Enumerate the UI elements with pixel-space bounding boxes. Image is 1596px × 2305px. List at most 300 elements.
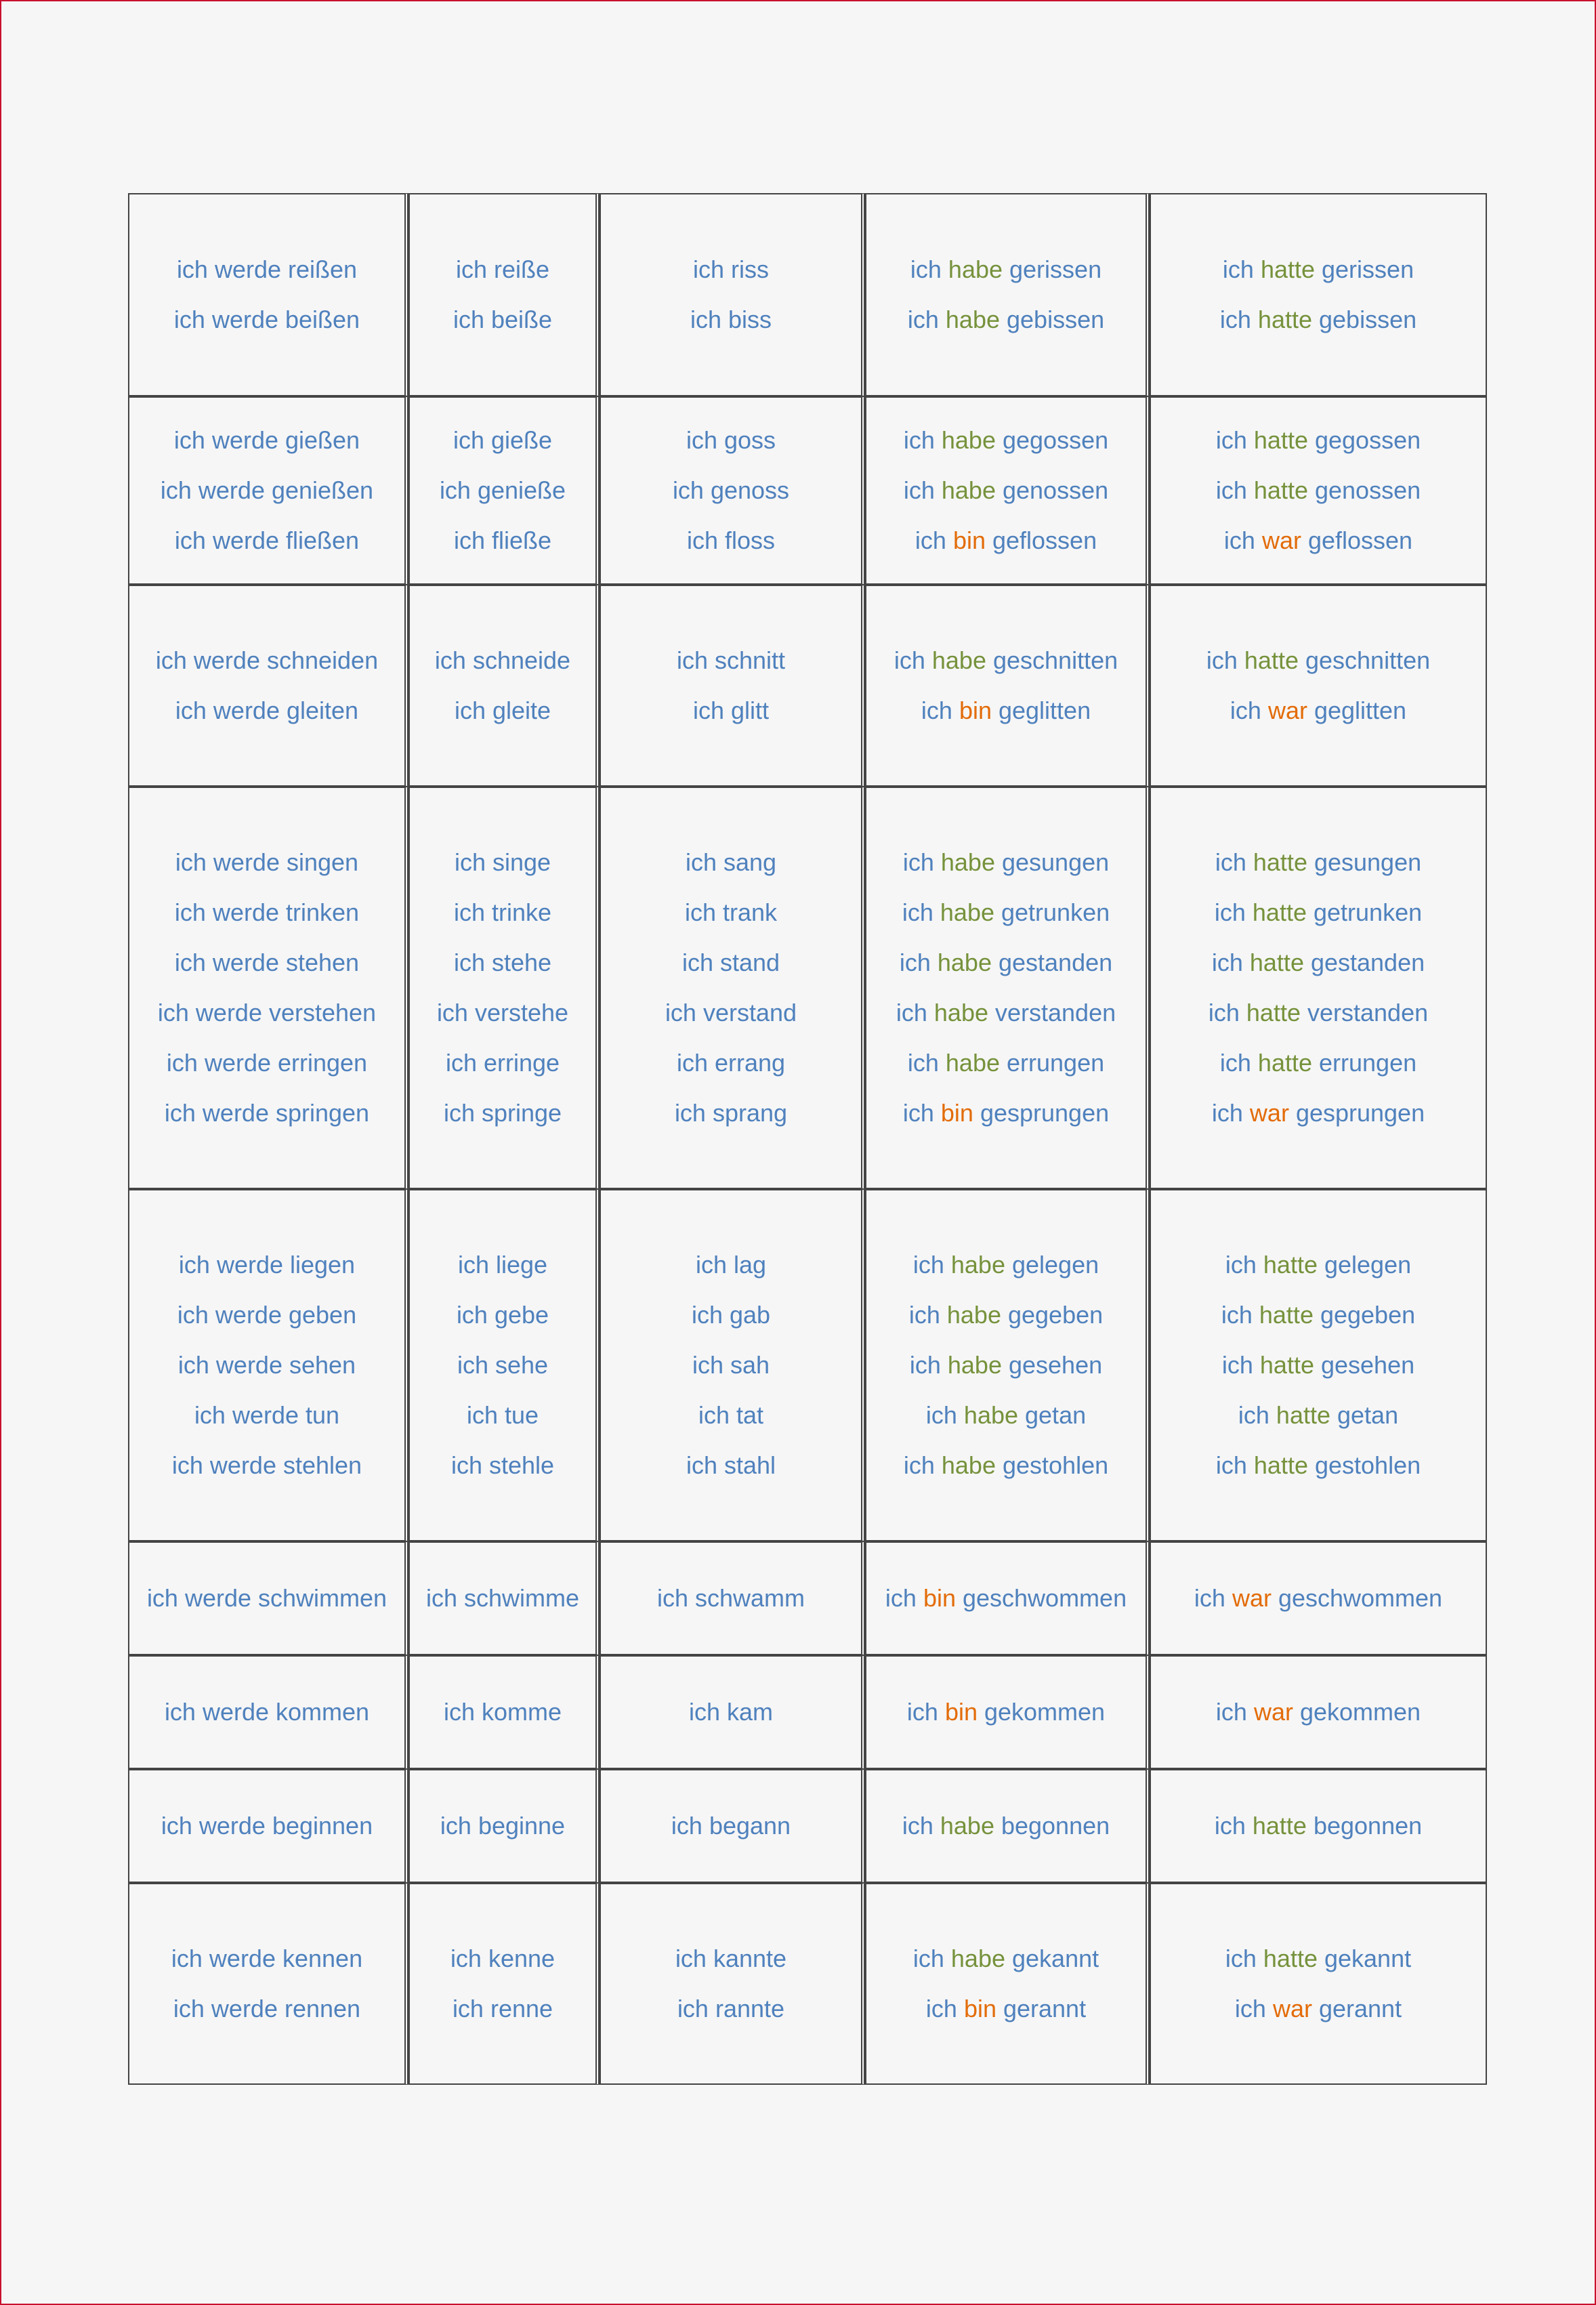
verb-form-line: [601, 1340, 861, 1390]
auxiliary-verb: hatte: [1253, 426, 1308, 454]
verb-form-line: [410, 1290, 595, 1340]
verb-form-line: [866, 1934, 1146, 1984]
participle-text: begonnen: [994, 1812, 1110, 1840]
verb-text: ich beiße: [453, 306, 553, 333]
auxiliary-verb: war: [1253, 1698, 1293, 1726]
verb-form-line: [601, 1240, 861, 1290]
verb-text: ich werde verstehen: [157, 999, 377, 1026]
verb-text: ich werde reißen: [176, 255, 358, 283]
verb-form-line: [866, 1984, 1146, 2034]
verb-form-line: [410, 1934, 595, 1984]
verb-form-line: [129, 636, 404, 686]
participle-text: gesungen: [994, 848, 1110, 876]
auxiliary-verb: habe: [941, 1451, 996, 1479]
verb-form-line: [601, 1390, 861, 1440]
verb-text: ich erringe: [445, 1049, 560, 1077]
verb-text: ich: [899, 949, 938, 976]
verb-form-line: [410, 1088, 595, 1138]
verb-text: ich werde geben: [177, 1301, 357, 1329]
cell-futur: [128, 396, 408, 585]
verb-form-line: [866, 1038, 1146, 1088]
participle-text: getrunken: [994, 898, 1110, 926]
auxiliary-verb: habe: [941, 476, 996, 504]
verb-text: ich werde schwimmen: [146, 1584, 387, 1612]
verb-form-line: [410, 636, 595, 686]
verb-text: ich werde stehen: [174, 949, 360, 976]
table-row: [128, 396, 1487, 585]
verb-text: ich sprang: [674, 1099, 788, 1127]
table-row: [128, 1189, 1487, 1541]
verb-form-line: [129, 1687, 404, 1737]
verb-text: ich: [1222, 255, 1261, 283]
verb-text: ich: [903, 1451, 942, 1479]
verb-text: ich: [1221, 1301, 1259, 1329]
participle-text: gestohlen: [1307, 1451, 1421, 1479]
auxiliary-verb: war: [1261, 526, 1301, 554]
auxiliary-verb: war: [1232, 1584, 1272, 1612]
cell-futur: [128, 585, 408, 787]
verb-text: ich genieße: [439, 476, 566, 504]
verb-form-line: [410, 888, 595, 938]
auxiliary-verb: habe: [940, 1812, 994, 1840]
verb-form-line: [1151, 938, 1486, 988]
verb-form-line: [866, 415, 1146, 465]
verb-form-line: [1151, 1390, 1486, 1440]
cell-perfekt: [865, 585, 1150, 787]
verb-text: ich werde gießen: [173, 426, 360, 454]
verb-text: ich fließe: [453, 526, 552, 554]
verb-form-line: [601, 686, 861, 736]
table-row: [128, 1655, 1487, 1769]
auxiliary-verb: hatte: [1263, 1945, 1318, 1972]
participle-text: gekannt: [1005, 1945, 1099, 1972]
verb-form-line: [601, 1984, 861, 2034]
verb-text: ich: [1215, 476, 1254, 504]
participle-text: gelegen: [1005, 1251, 1099, 1279]
verb-form-line: [866, 1290, 1146, 1340]
participle-text: geflossen: [985, 526, 1097, 554]
cell-futur: [128, 787, 408, 1189]
verb-form-line: [410, 1687, 595, 1737]
auxiliary-verb: hatte: [1260, 255, 1316, 283]
verb-form-line: [1151, 1340, 1486, 1390]
verb-text: ich renne: [452, 1995, 553, 2022]
verb-form-line: [410, 938, 595, 988]
verb-form-line: [601, 1440, 861, 1491]
verb-form-line: [410, 988, 595, 1038]
verb-form-line: [866, 888, 1146, 938]
verb-form-line: [1151, 888, 1486, 938]
verb-form-line: [1151, 465, 1486, 516]
verb-text: ich werde erringen: [166, 1049, 368, 1077]
cell-futur: [128, 1655, 408, 1769]
participle-text: verstanden: [988, 999, 1116, 1026]
verb-form-line: [1151, 1088, 1486, 1138]
verb-form-line: [866, 1390, 1146, 1440]
participle-text: gesehen: [1314, 1351, 1415, 1379]
verb-form-line: [129, 938, 404, 988]
auxiliary-verb: bin: [923, 1584, 956, 1612]
verb-form-line: [410, 837, 595, 888]
verb-text: ich werde trinken: [174, 898, 360, 926]
verb-form-line: [601, 1038, 861, 1088]
cell-plusquamperfekt: [1150, 1769, 1487, 1883]
cell-praesens: [408, 1189, 600, 1541]
verb-text: ich: [1221, 1351, 1260, 1379]
participle-text: errungen: [1312, 1049, 1417, 1077]
verb-text: ich biss: [690, 306, 772, 333]
verb-form-line: [410, 1440, 595, 1491]
participle-text: gesehen: [1001, 1351, 1103, 1379]
auxiliary-verb: habe: [940, 898, 994, 926]
verb-text: ich kenne: [450, 1945, 555, 1972]
participle-text: gekannt: [1317, 1945, 1412, 1972]
auxiliary-verb: hatte: [1257, 306, 1312, 333]
cell-perfekt: [865, 193, 1150, 396]
participle-text: gestanden: [991, 949, 1113, 976]
cell-praesens: [408, 396, 600, 585]
verb-form-line: [410, 1984, 595, 2034]
verb-form-line: [129, 1984, 404, 2034]
cell-perfekt: [865, 1769, 1150, 1883]
cell-praeteritum: [600, 193, 865, 396]
cell-plusquamperfekt: [1150, 1541, 1487, 1655]
cell-praesens: [408, 1541, 600, 1655]
verb-form-line: [410, 1038, 595, 1088]
verb-text: ich schneide: [434, 646, 571, 674]
participle-text: gekommen: [977, 1698, 1106, 1726]
verb-text: ich: [1214, 1812, 1253, 1840]
auxiliary-verb: habe: [940, 848, 995, 876]
cell-perfekt: [865, 1883, 1150, 2085]
verb-form-line: [1151, 837, 1486, 888]
verb-form-line: [129, 837, 404, 888]
verb-form-line: [129, 686, 404, 736]
cell-praeteritum: [600, 1189, 865, 1541]
auxiliary-verb: war: [1267, 697, 1307, 724]
verb-text: ich werde tun: [194, 1401, 340, 1429]
verb-text: ich werde beißen: [173, 306, 360, 333]
verb-text: ich trank: [684, 898, 778, 926]
verb-text: ich tat: [698, 1401, 764, 1429]
verb-text: ich schwimme: [425, 1584, 580, 1612]
verb-text: ich werde rennen: [173, 1995, 361, 2022]
verb-text: ich rannte: [677, 1995, 785, 2022]
auxiliary-verb: hatte: [1253, 1451, 1308, 1479]
auxiliary-verb: hatte: [1259, 1301, 1314, 1329]
verb-form-line: [866, 837, 1146, 888]
auxiliary-verb: bin: [963, 1995, 996, 2022]
auxiliary-verb: hatte: [1257, 1049, 1312, 1077]
verb-text: ich werde fließen: [174, 526, 360, 554]
auxiliary-verb: war: [1249, 1099, 1289, 1127]
table-row: [128, 585, 1487, 787]
verb-text: ich kannte: [675, 1945, 787, 1972]
verb-text: ich sang: [685, 848, 777, 876]
verb-text: ich: [902, 1812, 940, 1840]
verb-form-line: [410, 295, 595, 345]
verb-text: ich gieße: [453, 426, 553, 454]
participle-text: gegeben: [1313, 1301, 1416, 1329]
verb-text: ich: [1211, 949, 1250, 976]
verb-text: ich: [1230, 697, 1268, 724]
verb-form-line: [1151, 636, 1486, 686]
verb-text: ich glitt: [692, 697, 770, 724]
verb-text: ich: [894, 646, 932, 674]
verb-form-line: [866, 295, 1146, 345]
auxiliary-verb: bin: [940, 1099, 973, 1127]
auxiliary-verb: habe: [950, 1251, 1005, 1279]
cell-plusquamperfekt: [1150, 1655, 1487, 1769]
participle-text: gerissen: [1003, 255, 1102, 283]
verb-text: ich: [925, 1995, 964, 2022]
cell-praesens: [408, 1769, 600, 1883]
cell-perfekt: [865, 396, 1150, 585]
auxiliary-verb: hatte: [1246, 999, 1301, 1026]
verb-form-line: [410, 1340, 595, 1390]
cell-praeteritum: [600, 585, 865, 787]
cell-praesens: [408, 1655, 600, 1769]
participle-text: getan: [1330, 1401, 1399, 1429]
verb-text: ich werde springen: [164, 1099, 370, 1127]
participle-text: gekommen: [1293, 1698, 1421, 1726]
verb-form-line: [601, 636, 861, 686]
verb-text: ich: [910, 255, 948, 283]
verb-form-line: [866, 1687, 1146, 1737]
auxiliary-verb: habe: [946, 1301, 1001, 1329]
verb-text: ich werde kennen: [171, 1945, 363, 1972]
verb-form-line: [129, 988, 404, 1038]
verb-form-line: [410, 686, 595, 736]
auxiliary-verb: habe: [931, 646, 986, 674]
participle-text: geflossen: [1301, 526, 1413, 554]
verb-form-line: [866, 245, 1146, 295]
verb-text: ich werde kommen: [164, 1698, 370, 1726]
verb-form-line: [601, 888, 861, 938]
cell-praeteritum: [600, 787, 865, 1189]
verb-form-line: [601, 1687, 861, 1737]
verb-text: ich: [1223, 526, 1262, 554]
verb-form-line: [866, 1240, 1146, 1290]
table-row: [128, 787, 1487, 1189]
participle-text: gelegen: [1317, 1251, 1412, 1279]
verb-text: ich werde genießen: [160, 476, 374, 504]
auxiliary-verb: hatte: [1252, 898, 1307, 926]
auxiliary-verb: habe: [937, 949, 992, 976]
participle-text: gegeben: [1001, 1301, 1104, 1329]
verb-form-line: [1151, 516, 1486, 566]
verb-form-line: [129, 1390, 404, 1440]
verb-text: ich: [907, 306, 946, 333]
auxiliary-verb: hatte: [1244, 646, 1299, 674]
participle-text: gegossen: [995, 426, 1109, 454]
verb-form-line: [1151, 1984, 1486, 2034]
verb-form-line: [601, 465, 861, 516]
cell-praesens: [408, 585, 600, 787]
verb-form-line: [601, 245, 861, 295]
verb-text: ich reiße: [455, 255, 550, 283]
participle-text: begonnen: [1306, 1812, 1423, 1840]
verb-form-line: [410, 465, 595, 516]
verb-text: ich: [903, 476, 942, 504]
verb-text: ich werde singen: [175, 848, 359, 876]
participle-text: errungen: [1000, 1049, 1105, 1077]
verb-form-line: [1151, 988, 1486, 1038]
verb-form-line: [1151, 415, 1486, 465]
verb-text: ich: [921, 697, 959, 724]
verb-form-line: [129, 1440, 404, 1491]
verb-form-line: [601, 1801, 861, 1851]
auxiliary-verb: hatte: [1249, 949, 1304, 976]
cell-praesens: [408, 193, 600, 396]
verb-text: ich: [1214, 898, 1253, 926]
verb-text: ich floss: [686, 526, 776, 554]
verb-text: ich: [1215, 1698, 1254, 1726]
verb-form-line: [129, 465, 404, 516]
cell-plusquamperfekt: [1150, 1883, 1487, 2085]
verb-form-line: [129, 415, 404, 465]
auxiliary-verb: habe: [941, 426, 996, 454]
verb-form-line: [866, 1440, 1146, 1491]
verb-text: ich: [1225, 1945, 1263, 1972]
verb-form-line: [129, 1573, 404, 1623]
participle-text: gebissen: [1312, 306, 1417, 333]
participle-text: gestohlen: [995, 1451, 1109, 1479]
verb-text: ich kam: [688, 1698, 774, 1726]
verb-text: ich sehe: [457, 1351, 549, 1379]
verb-text: ich werde beginnen: [161, 1812, 373, 1840]
verb-text: ich: [909, 1351, 948, 1379]
auxiliary-verb: habe: [945, 306, 1000, 333]
verb-form-line: [410, 245, 595, 295]
participle-text: gesungen: [1307, 848, 1422, 876]
verb-text: ich springe: [443, 1099, 562, 1127]
verb-form-line: [601, 1290, 861, 1340]
verb-form-line: [601, 415, 861, 465]
verb-form-line: [866, 1088, 1146, 1138]
verb-text: ich werde sehen: [177, 1351, 356, 1379]
verb-text: ich verstehe: [436, 999, 569, 1026]
verb-form-line: [866, 516, 1146, 566]
verb-form-line: [1151, 1687, 1486, 1737]
cell-futur: [128, 1769, 408, 1883]
verb-text: ich: [902, 898, 940, 926]
auxiliary-verb: habe: [948, 255, 1003, 283]
verb-form-line: [129, 1038, 404, 1088]
verb-text: ich errang: [676, 1049, 786, 1077]
participle-text: geglitten: [991, 697, 1091, 724]
auxiliary-verb: hatte: [1276, 1401, 1330, 1429]
participle-text: gesprungen: [1288, 1099, 1425, 1127]
verb-text: ich: [906, 1698, 945, 1726]
verb-form-line: [410, 1240, 595, 1290]
cell-perfekt: [865, 1541, 1150, 1655]
verb-form-line: [1151, 1290, 1486, 1340]
verb-text: ich: [907, 1049, 946, 1077]
verb-text: ich schwamm: [656, 1584, 805, 1612]
participle-text: gegossen: [1307, 426, 1421, 454]
verb-text: ich werde liegen: [178, 1251, 356, 1279]
cell-praeteritum: [600, 1769, 865, 1883]
verb-form-line: [601, 1088, 861, 1138]
verb-form-line: [866, 1801, 1146, 1851]
verb-text: ich: [1215, 848, 1253, 876]
verb-text: ich gebe: [456, 1301, 549, 1329]
participle-text: geschwommen: [955, 1584, 1127, 1612]
verb-form-line: [410, 1573, 595, 1623]
verb-text: ich: [1215, 1451, 1254, 1479]
verb-form-line: [129, 295, 404, 345]
verb-text: ich goss: [686, 426, 776, 454]
verb-form-line: [866, 465, 1146, 516]
verb-form-line: [866, 1340, 1146, 1390]
verb-form-line: [1151, 245, 1486, 295]
table-row: [128, 1883, 1487, 2085]
verb-text: ich gleite: [454, 697, 551, 724]
participle-text: gerannt: [1311, 1995, 1402, 2022]
verb-text: ich: [915, 526, 953, 554]
verb-text: ich stahl: [686, 1451, 776, 1479]
cell-praesens: [408, 787, 600, 1189]
participle-text: geschnitten: [1298, 646, 1431, 674]
verb-text: ich werde gleiten: [175, 697, 359, 724]
verb-text: ich stehle: [450, 1451, 555, 1479]
cell-plusquamperfekt: [1150, 787, 1487, 1189]
auxiliary-verb: hatte: [1263, 1251, 1318, 1279]
cell-futur: [128, 1883, 408, 2085]
verb-form-line: [129, 1340, 404, 1390]
verb-form-line: [129, 888, 404, 938]
verb-conjugation-table: [128, 193, 1487, 2085]
cell-praeteritum: [600, 1655, 865, 1769]
verb-text: ich: [1225, 1251, 1263, 1279]
verb-form-line: [1151, 1573, 1486, 1623]
cell-plusquamperfekt: [1150, 396, 1487, 585]
verb-form-line: [129, 1801, 404, 1851]
verb-text: ich: [1211, 1099, 1250, 1127]
auxiliary-verb: war: [1272, 1995, 1312, 2022]
auxiliary-verb: hatte: [1259, 1351, 1314, 1379]
auxiliary-verb: hatte: [1252, 1812, 1307, 1840]
verb-table-body: [128, 193, 1487, 2085]
verb-form-line: [129, 1934, 404, 1984]
verb-text: ich: [903, 426, 942, 454]
verb-form-line: [601, 516, 861, 566]
verb-form-line: [129, 245, 404, 295]
verb-text: ich: [1215, 426, 1254, 454]
verb-text: ich: [925, 1401, 964, 1429]
verb-form-line: [129, 1088, 404, 1138]
verb-text: ich liege: [457, 1251, 548, 1279]
verb-text: ich sah: [692, 1351, 770, 1379]
cell-plusquamperfekt: [1150, 193, 1487, 396]
participle-text: geschnitten: [986, 646, 1118, 674]
verb-form-line: [1151, 1240, 1486, 1290]
participle-text: getan: [1018, 1401, 1087, 1429]
verb-form-line: [1151, 1038, 1486, 1088]
table-row: [128, 193, 1487, 396]
participle-text: genossen: [1307, 476, 1421, 504]
cell-praeteritum: [600, 396, 865, 585]
participle-text: geschwommen: [1271, 1584, 1443, 1612]
verb-form-line: [601, 938, 861, 988]
cell-praesens: [408, 1883, 600, 2085]
verb-form-line: [410, 516, 595, 566]
participle-text: getrunken: [1306, 898, 1423, 926]
cell-praeteritum: [600, 1883, 865, 2085]
auxiliary-verb: hatte: [1253, 476, 1308, 504]
verb-form-line: [866, 938, 1146, 988]
